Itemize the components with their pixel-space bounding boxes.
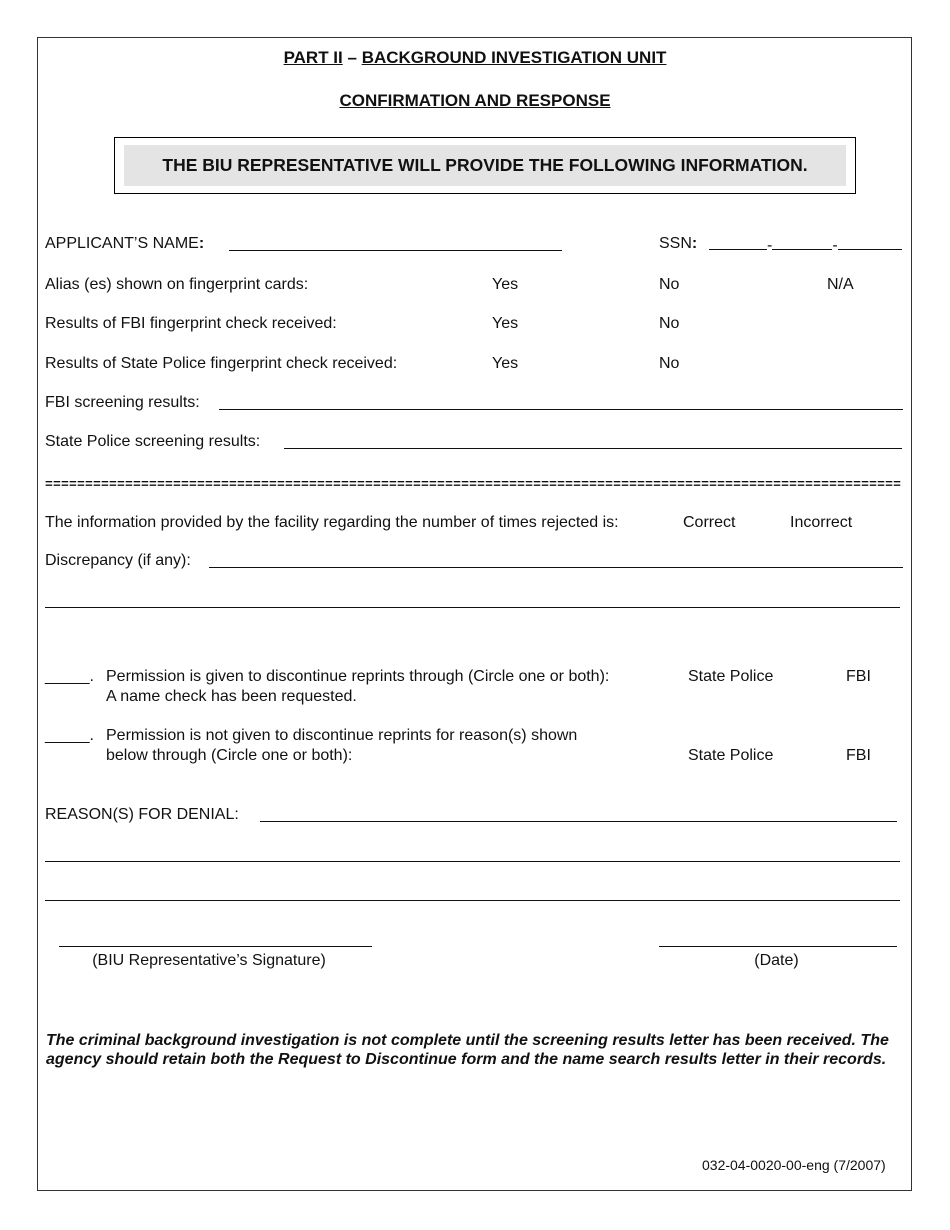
permission-given-state-police[interactable]: State Police [688,668,774,685]
title-part: PART II [283,48,343,67]
signature-field[interactable] [59,946,372,947]
permission-not-given-line1: Permission is not given to discontinue reprints for reason(s) shown [106,727,578,744]
alias-yes[interactable]: Yes [492,276,519,293]
state-screening-label: State Police screening results: [45,433,261,450]
state-check-label: Results of State Police fingerprint check received: [45,355,398,372]
alias-label: Alias (es) shown on fingerprint cards: [45,276,309,293]
page-title [0,49,950,67]
rejection-correct[interactable]: Correct [683,514,736,531]
fbi-screening-label: FBI screening results: [45,394,200,411]
page-subtitle: CONFIRMATION AND RESPONSE [339,91,611,110]
denial-field-line-3[interactable] [45,900,900,901]
fbi-screening-field[interactable] [219,409,903,410]
alias-no[interactable]: No [659,276,680,293]
fbi-check-yes[interactable]: Yes [492,315,519,332]
permission-given-line2: A name check has been requested. [106,688,357,705]
fbi-check-label: Results of FBI fingerprint check received: [45,315,337,332]
denial-label: REASON(S) FOR DENIAL: [45,806,239,823]
permission-not-given-line2: below through (Circle one or both): [106,747,353,764]
permission-given-fbi[interactable]: FBI [846,668,871,685]
form-frame [37,37,912,1191]
date-field[interactable] [659,946,897,947]
notice-text: THE BIU REPRESENTATIVE WILL PROVIDE THE FOLLOWING INFORMATION. [124,145,846,186]
permission-given-line1: Permission is given to discontinue reprints through (Circle one or both): [106,668,610,685]
signature-label: (BIU Representative’s Signature) [92,952,326,969]
rejection-incorrect[interactable]: Incorrect [790,514,853,531]
ssn-label: SSN: [659,235,698,252]
applicant-name-field[interactable] [229,250,562,251]
permission-not-given-blank[interactable]: _____. [45,727,94,744]
applicant-name-label: APPLICANT’S NAME: [45,235,205,252]
permission-not-given-fbi[interactable]: FBI [846,747,871,764]
alias-na[interactable]: N/A [827,276,854,293]
separator: =========================================================================================================== [45,477,902,492]
state-check-no[interactable]: No [659,355,680,372]
ssn-field[interactable]: - - [709,235,902,255]
fbi-check-no[interactable]: No [659,315,680,332]
form-number: 032-04-0020-00-eng (7/2007) [702,1157,886,1173]
discrepancy-label: Discrepancy (if any): [45,552,191,569]
state-check-yes[interactable]: Yes [492,355,519,372]
denial-field[interactable] [260,821,897,822]
discrepancy-field-line-2[interactable] [45,607,900,608]
rejection-text: The information provided by the facility regarding the number of times rejected is: [45,514,619,531]
permission-given-blank[interactable]: _____. [45,668,94,685]
discrepancy-field[interactable] [209,567,903,568]
denial-field-line-2[interactable] [45,861,900,862]
notice-box [114,137,856,194]
date-label: (Date) [754,952,799,969]
title-unit: BACKGROUND INVESTIGATION UNIT [361,48,667,67]
title-dash: – [347,48,357,67]
footer-note: The criminal background investigation is not complete until the screening results letter has been received. The agency should retain both the Request to Discontinue form and the name search results letter in their records. [46,1032,889,1068]
state-screening-field[interactable] [284,448,902,449]
permission-not-given-state-police[interactable]: State Police [688,747,774,764]
